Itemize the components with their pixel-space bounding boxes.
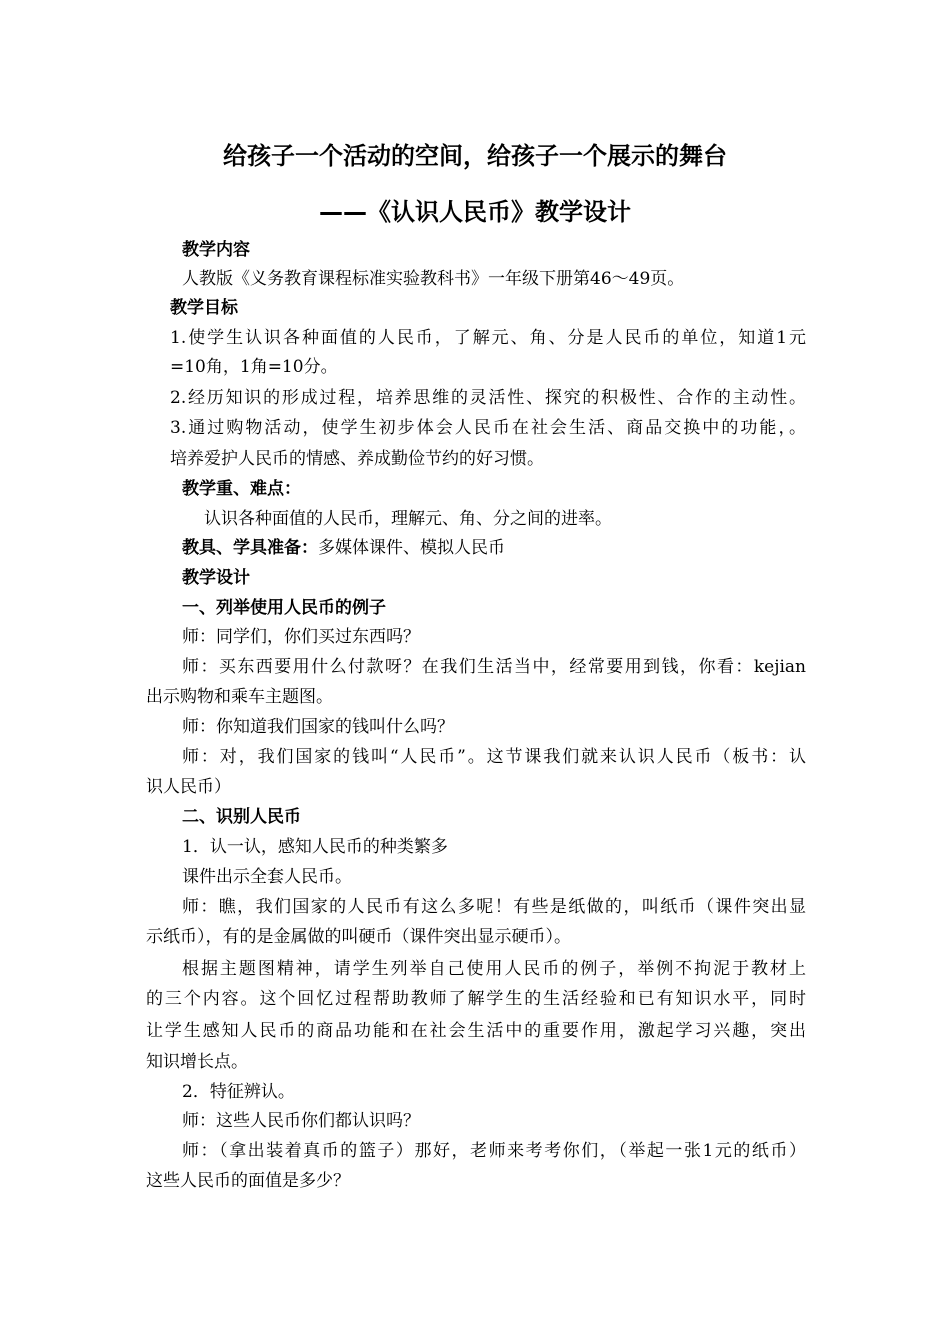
paragraph-line: =10角，1角=10分。 bbox=[170, 357, 338, 377]
paragraph-line: 人教版《义务教育课程标准实验教科书》一年级下册第46～49页。 bbox=[182, 269, 685, 289]
paragraph-line: 师：（拿出装着真币的篮子）那好，老师来考考你们，（举起一张1元的纸币） bbox=[182, 1141, 806, 1161]
paragraph-line: 3.通过购物活动，使学生初步体会人民币在社会生活、商品交换中的功能，。 bbox=[170, 418, 806, 438]
paragraph-line: 师：瞧，我们国家的人民币有这么多呢！有些是纸做的，叫纸币（课件突出显 bbox=[182, 897, 806, 917]
paragraph-line: 根据主题图精神，请学生列举自己使用人民币的例子，举例不拘泥于教材上 bbox=[182, 959, 806, 979]
paragraph-line: 知识增长点。 bbox=[146, 1052, 248, 1072]
paragraph-line: 认识各种面值的人民币，理解元、角、分之间的进率。 bbox=[204, 509, 612, 529]
paragraph-line-materials bbox=[182, 538, 505, 558]
paragraph-line: 1．认一认，感知人民币的种类繁多 bbox=[182, 837, 448, 857]
paragraph-line: 识人民币） bbox=[146, 777, 231, 797]
paragraph-line: 师：对，我们国家的钱叫“人民币”。这节课我们就来认识人民币（板书：认 bbox=[182, 747, 806, 767]
paragraph-line: 2.经历知识的形成过程，培养思维的灵活性、探究的积极性、合作的主动性。 bbox=[170, 388, 806, 408]
heading-section-one: 一、列举使用人民币的例子 bbox=[182, 598, 386, 618]
paragraph-line: 课件出示全套人民币。 bbox=[182, 867, 352, 887]
heading-teaching-goals: 教学目标 bbox=[170, 298, 238, 318]
paragraph-line: 培养爱护人民币的情感、养成勤俭节约的好习惯。 bbox=[170, 449, 544, 469]
paragraph-line: 师：同学们，你们买过东西吗？ bbox=[182, 627, 420, 647]
paragraph-line: 1.使学生认识各种面值的人民币，了解元、角、分是人民币的单位，知道1元 bbox=[170, 328, 806, 348]
heading-teaching-content: 教学内容 bbox=[182, 240, 250, 260]
heading-section-two: 二、识别人民币 bbox=[182, 807, 301, 827]
paragraph-line: 示纸币），有的是金属做的叫硬币（课件突出显示硬币）。 bbox=[146, 927, 571, 947]
paragraph-line: 师：你知道我们国家的钱叫什么吗？ bbox=[182, 717, 454, 737]
heading-teaching-design: 教学设计 bbox=[182, 568, 250, 588]
paragraph-line: 让学生感知人民币的商品功能和在社会生活中的重要作用，激起学习兴趣，突出 bbox=[146, 1021, 806, 1041]
document-title: 给孩子一个活动的空间，给孩子一个展示的舞台 bbox=[223, 142, 727, 170]
materials-label: 教具、学具准备： bbox=[182, 538, 318, 558]
paragraph-line: 师：这些人民币你们都认识吗？ bbox=[182, 1111, 420, 1131]
paragraph-line: 这些人民币的面值是多少？ bbox=[146, 1171, 350, 1191]
heading-key-points: 教学重、难点： bbox=[182, 479, 301, 499]
document-subtitle: ——《认识人民币》教学设计 bbox=[319, 198, 631, 226]
materials-text: 多媒体课件、模拟人民币 bbox=[318, 538, 505, 558]
paragraph-line: 2．特征辨认。 bbox=[182, 1082, 295, 1102]
paragraph-line: 出示购物和乘车主题图。 bbox=[146, 687, 333, 707]
paragraph-line: 师：买东西要用什么付款呀？在我们生活当中，经常要用到钱，你看：kejian bbox=[182, 657, 806, 677]
paragraph-line: 的三个内容。这个回忆过程帮助教师了解学生的生活经验和已有知识水平，同时 bbox=[146, 989, 806, 1009]
